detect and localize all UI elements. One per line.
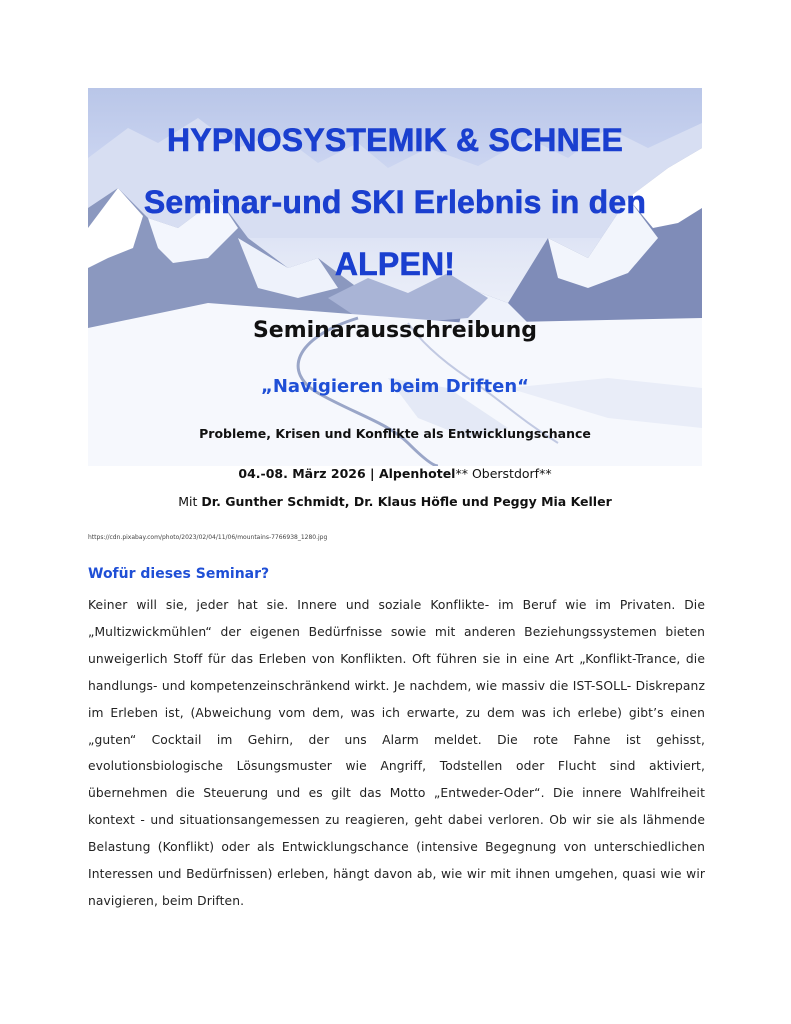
speakers-line bbox=[88, 494, 702, 509]
with-label: Mit bbox=[178, 494, 202, 509]
section-body: Keiner will sie, jeder hat sie. Innere und soziale Konflikte- im Beruf wie im Privaten. Die „Multizwickmühlen“ der eigenen Bedürfnisse sowie mit anderen Beziehungssystemen bieten unweigerlich Stoff für das Erleben von Konflikten. Oft führen sie in eine Art „Konflikt-Trance, die handlungs- und kompetenzeinschränkend wirkt. Je nachdem, wie massiv die IST-SOLL- Diskrepanz im Erleben ist, (Abweichung vom dem, was ich erwarte, zu dem was ich erlebe) gibt’s einen „guten“ Cocktail im Gehirn, der uns Alarm meldet. Die rote Fahne ist gehisst, evolutionsbiologische Lösungsmuster wie Angriff, Todstellen oder Flucht sind aktiviert, übernehmen die Steuerung und es gilt das Motto „Entweder-Oder“. Die innere Wahlfreiheit kontext - und situationsangemessen zu reagieren, geht dabei verloren. Ob wir sie als lähmende Belastung (Konflikt) oder als Entwicklungschance (intensive Begegnung von unterschiedlichen Interessen und Bedürfnissen) erleben, hängt davon ab, wie wir mit ihnen umgehen, quasi wie wir navigieren, beim Driften. bbox=[88, 598, 705, 908]
image-source-url: https://cdn.pixabay.com/photo/2023/02/04/11/06/mountains-7766938_1280.jpg bbox=[88, 534, 328, 541]
date-venue: 04.-08. März 2026 | Alpenhotel bbox=[238, 466, 456, 481]
seminar-motto: „Navigieren beim Driften“ bbox=[261, 376, 529, 397]
headline-line-3: ALPEN! bbox=[334, 246, 456, 282]
headline-line-1: HYPNOSYSTEMIK & SCHNEE bbox=[166, 122, 624, 158]
subtitle: Seminarausschreibung bbox=[252, 318, 538, 343]
venue-suffix: ** Oberstdorf** bbox=[455, 466, 552, 481]
tagline: Probleme, Krisen und Konflikte als Entwicklungschance bbox=[199, 426, 591, 441]
section-title: Wofür dieses Seminar? bbox=[88, 566, 270, 582]
speakers: Dr. Gunther Schmidt, Dr. Klaus Höfle und Peggy Mia Keller bbox=[201, 494, 612, 509]
date-venue-line bbox=[88, 466, 702, 481]
headline-line-2: Seminar-und SKI Erlebnis in den bbox=[143, 184, 647, 220]
